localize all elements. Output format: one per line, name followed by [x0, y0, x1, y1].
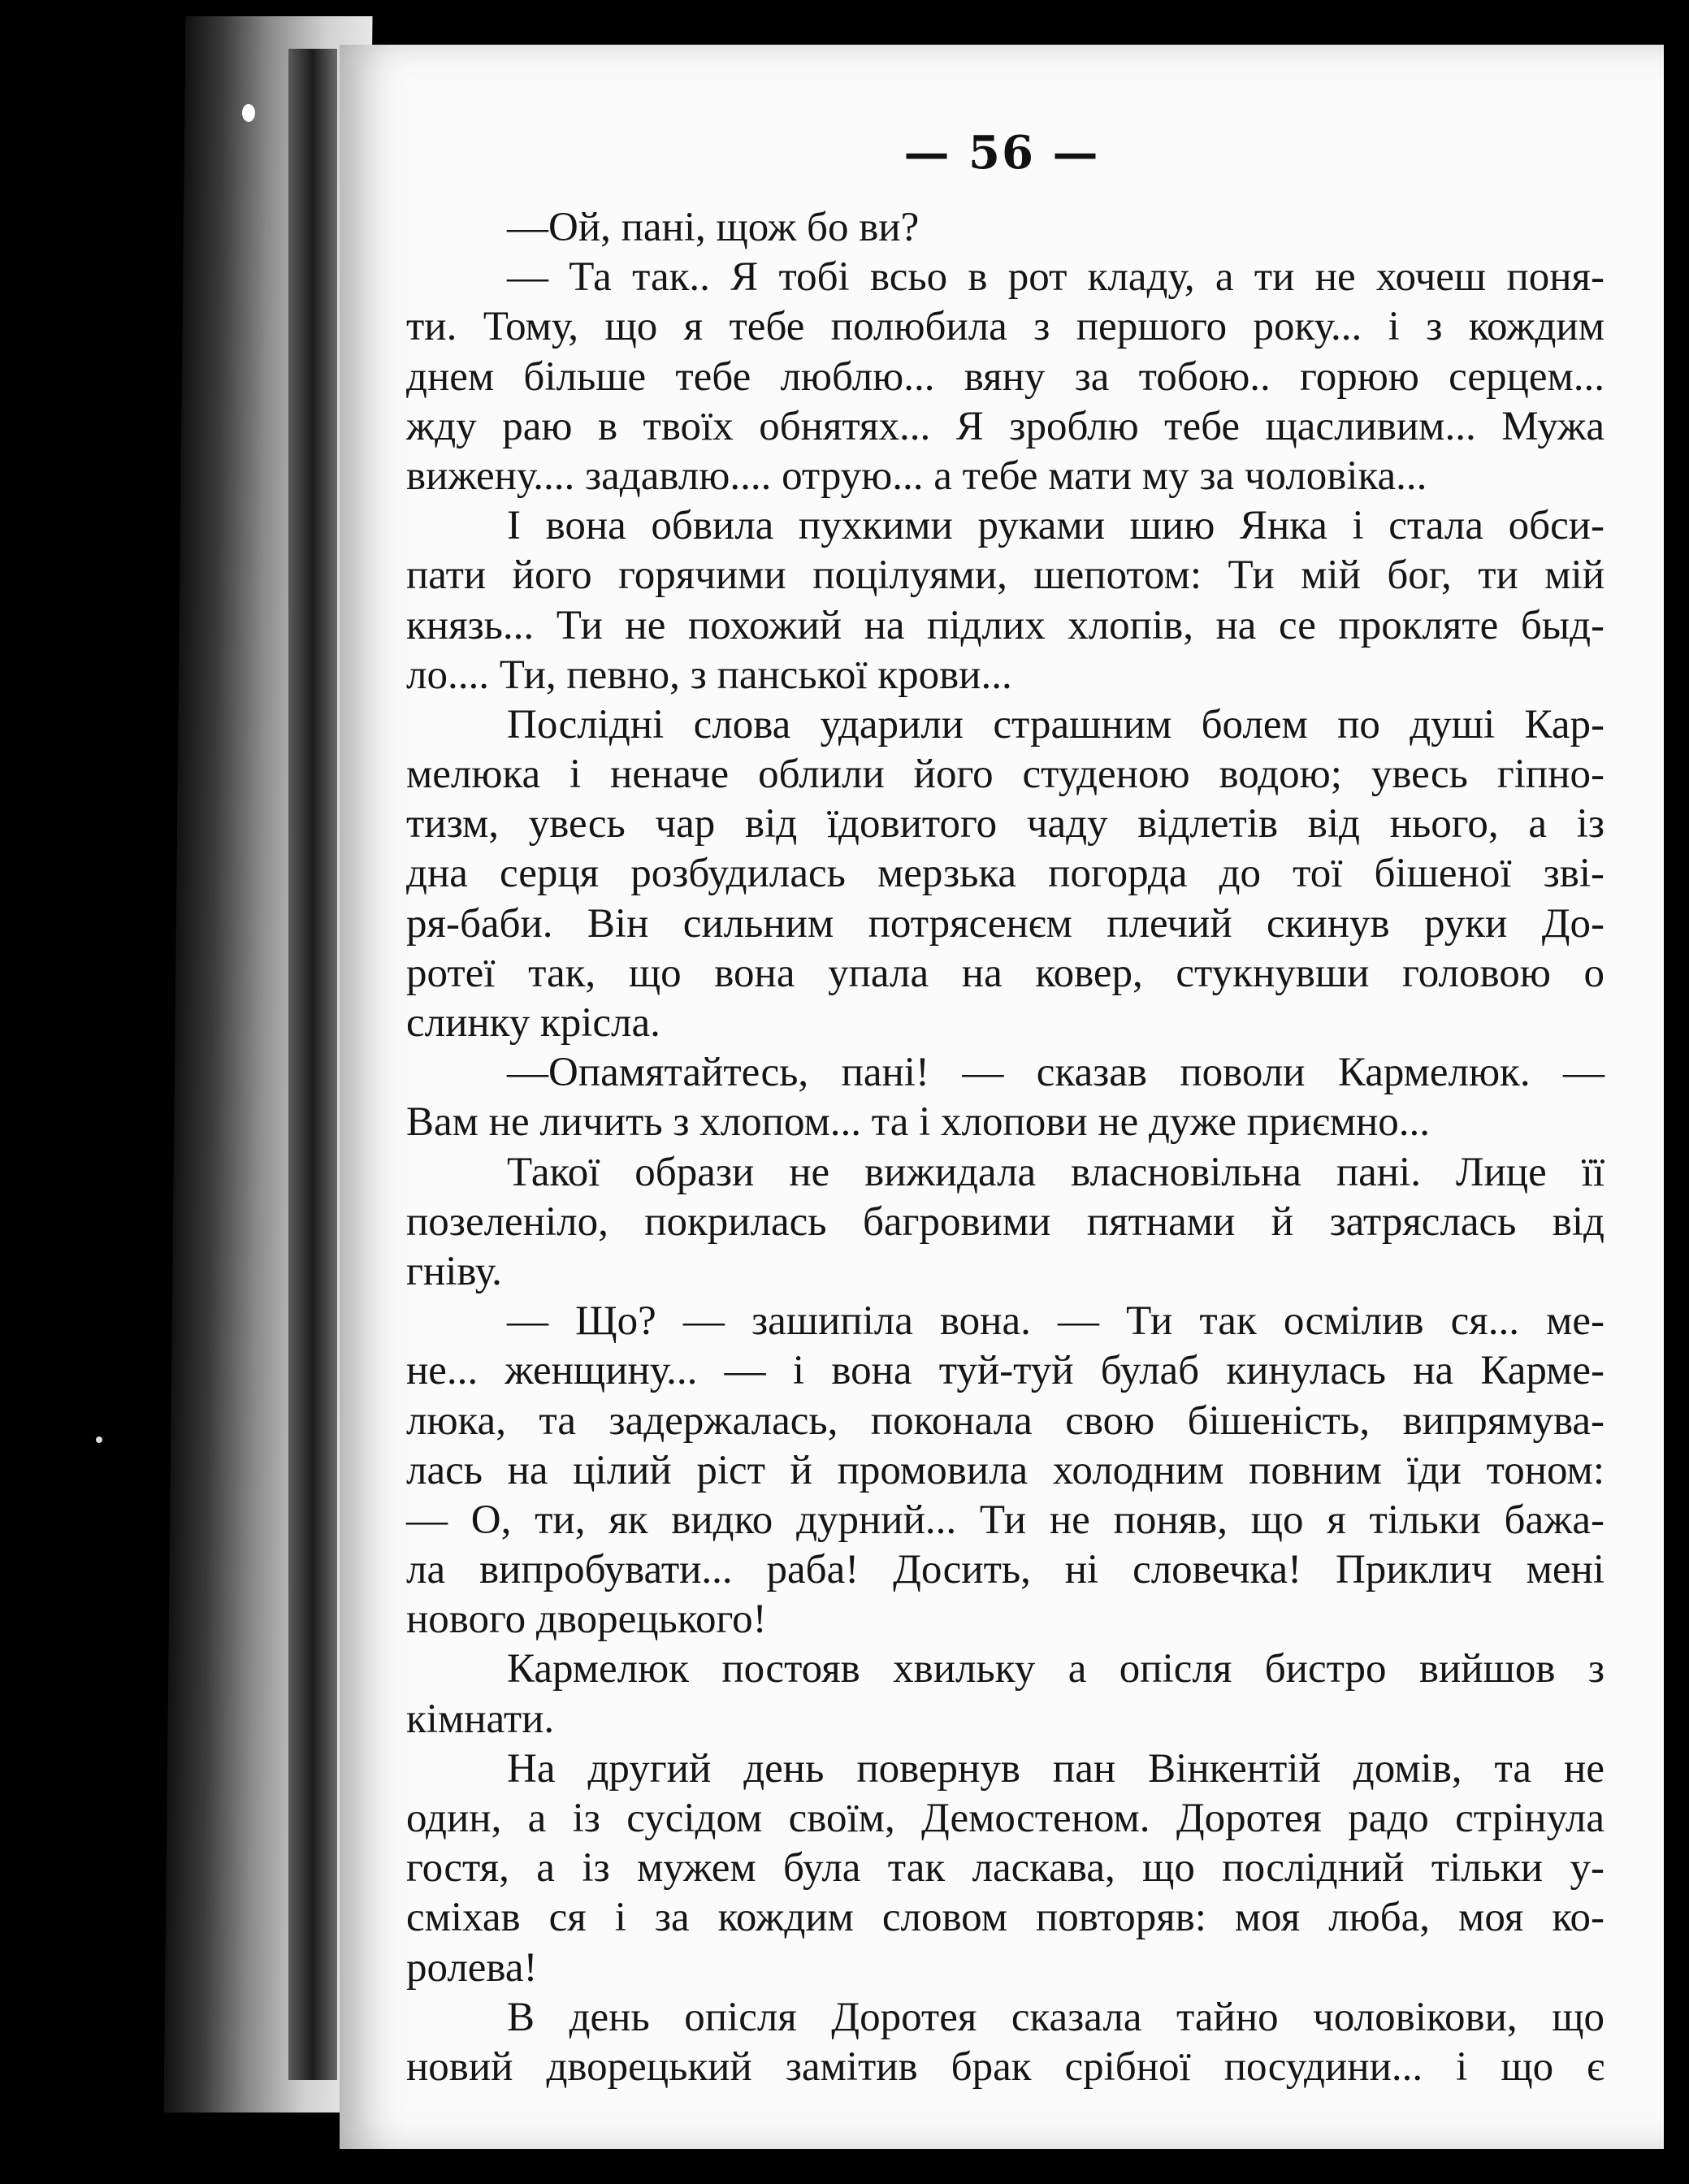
text-line: гостя, а із мужем була так ласкава, що послідний тільки у-: [406, 1845, 1605, 1892]
dust-speck: [96, 1436, 102, 1443]
text-line: новий дворецький замітив брак срібної посудини... і що є: [406, 2043, 1605, 2090]
text-line: Такої образи не вижидала власновільна пані. Лице її: [507, 1149, 1605, 1195]
text-line: люка, та задержалась, поконала свою бішеність, випрямува-: [406, 1398, 1605, 1444]
text-line: днем більше тебе люблю... вяну за тобою.. горюю серцем...: [406, 353, 1605, 400]
text-line: один, а із сусідом своїм, Демостеном. Доротея радо стрінула: [406, 1796, 1605, 1841]
text-line: лась на цілий ріст й промовила холодним повним їди тоном:: [406, 1447, 1605, 1493]
book-spine-shadow: [288, 49, 337, 2080]
text-line: —Ой, пані, щож бо ви?: [507, 205, 920, 250]
text-line: —Опамятайтесь, пані! — сказав поволи Кармелюк. —: [507, 1050, 1605, 1096]
text-line: — Та так.. Я тобі всьо в рот кладу, а ти не хочеш поня-: [507, 254, 1605, 301]
text-line: нового дворецького!: [406, 1597, 767, 1643]
text-line: пати його горячими поцілуями, шепотом: Ти мій бог, ти мій: [406, 552, 1605, 599]
text-line: князь... Ти не похожий на підлих хлопів, на се прокляте быд-: [406, 602, 1605, 648]
text-line: Послідні слова ударили страшним болем по душі Кар-: [507, 701, 1605, 748]
text-line: дна серця розбудилась мерзька погорда до тої бішеної зві-: [406, 851, 1605, 897]
text-line: мелюка і неначе облили його студеною водою; увесь гіпно-: [406, 752, 1605, 798]
dust-speck: [242, 104, 255, 122]
text-line: слинку крісла.: [406, 1000, 660, 1046]
page-sheet: [340, 45, 1664, 2149]
text-line: кімнати.: [406, 1696, 555, 1742]
text-line: не... женщину... — і вона туй-туй булаб кинулась на Карме-: [406, 1348, 1605, 1394]
text-line: ло.... Ти, певно, з панської крови...: [406, 652, 1012, 698]
text-line: Вам не личить з хлопом... та і хлопови не дуже приємно...: [406, 1099, 1431, 1146]
text-line: В день опісля Доротея сказала тайно чоловікови, що: [507, 1994, 1605, 2040]
text-line: ла випробувати... раба! Досить, ні словечка! Приклич мені: [406, 1547, 1605, 1593]
page-number: — 56 —: [903, 126, 1100, 180]
body-text: [406, 203, 1605, 2092]
text-line: — Що? — зашипіла вона. — Ти так осмілив ся... ме-: [507, 1298, 1605, 1345]
text-line: сміхав ся і за кождим словом повторяв: моя люба, моя ко-: [406, 1895, 1605, 1941]
text-line: І вона обвила пухкими руками шию Янка і стала обси-: [507, 503, 1605, 549]
text-line: вижену.... задавлю.... отрую... а тебе мати му за чоловіка...: [406, 453, 1427, 499]
text-line: гніву.: [406, 1248, 502, 1294]
text-line: жду раю в твоїх обнятях... Я зроблю тебе щасливим... Мужа: [406, 403, 1605, 449]
text-line: — О, ти, як видко дурний... Ти не поняв, що я тільки бажа-: [406, 1497, 1605, 1543]
text-line: На другий день повернув пан Вінкентій домів, та не: [507, 1745, 1605, 1792]
text-line: позеленіло, покрилась багровими пятнами й затряслась від: [406, 1198, 1605, 1245]
text-line: Кармелюк постояв хвильку а опісля бистро вийшов з: [507, 1646, 1605, 1692]
text-line: тизм, увесь чар від їдовитого чаду відлетів від нього, а із: [406, 801, 1605, 847]
text-line: ря-баби. Він сильним потрясенєм плечий скинув руки До-: [406, 900, 1605, 947]
text-line: ролева!: [406, 1944, 538, 1991]
text-line: ротеї так, що вона упала на ковер, стукнувши головою о: [406, 950, 1605, 996]
text-line: ти. Тому, що я тебе полюбила з першого року... і з кождим: [406, 304, 1605, 350]
